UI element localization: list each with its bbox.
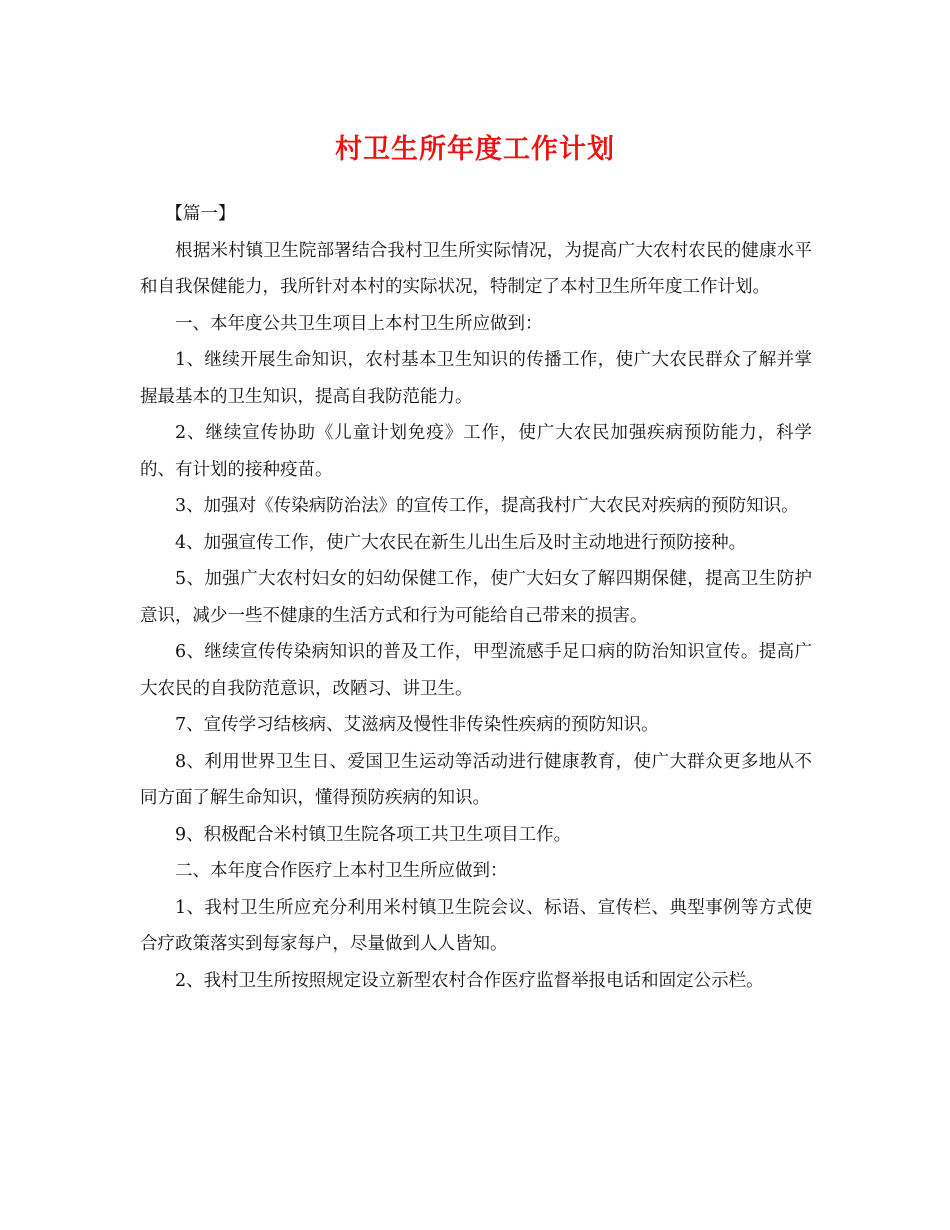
section-heading-public-health: 一、本年度公共卫生项目上本村卫生所应做到： xyxy=(175,313,543,334)
list-item: 7、宣传学习结核病、艾滋病及慢性非传染性疾病的预防知识。 xyxy=(175,715,659,735)
list-item: 4、加强宣传工作，使广大农民在新生儿出生后及时主动地进行预防接种。 xyxy=(175,532,747,553)
list-item: 8、利用世界卫生日、爱国卫生运动等活动进行健康教育，使广大群众更多地从不同方面了解生命知识，懂得预防疾病的知识。 xyxy=(140,751,812,808)
list-item: 1、继续开展生命知识，农村基本卫生知识的传播工作，使广大农民群众了解并掌握最基本的卫生知识，提高自我防范能力。 xyxy=(140,350,812,407)
list-item: 1、我村卫生所应充分利用米村镇卫生院会议、标语、宣传栏、典型事例等方式使合疗政策落实到每家每户，尽量做到人人皆知。 xyxy=(140,897,812,954)
list-item: 2、我村卫生所按照规定设立新型农村合作医疗监督举报电话和固定公示栏。 xyxy=(175,970,764,991)
list-item: 3、加强对《传染病防治法》的宣传工作，提高我村广大农民对疾病的预防知识。 xyxy=(175,496,799,516)
list-item: 5、加强广大农村妇女的妇幼保健工作，使广大妇女了解四期保健，提高卫生防护意识，减少一些不健康的生活方式和行为可能给自己带来的损害。 xyxy=(140,569,812,626)
document-body xyxy=(140,196,812,999)
list-item: 9、积极配合米村镇卫生院各项工共卫生项目工作。 xyxy=(175,824,572,845)
section-heading-cooperative-medical: 二、本年度合作医疗上本村卫生所应做到： xyxy=(175,861,508,881)
list-item: 6、继续宣传传染病知识的普及工作，甲型流感手足口病的防治知识宣传。提高广大农民的自我防范意识，改陋习、讲卫生。 xyxy=(140,642,812,699)
list-item: 2、继续宣传协助《儿童计划免疫》工作，使广大农民加强疾病预防能力，科学的、有计划的接种疫苗。 xyxy=(140,423,812,480)
document-title: 村卫生所年度工作计划 xyxy=(335,134,615,165)
intro-paragraph: 根据米村镇卫生院部署结合我村卫生所实际情况，为提高广大农村农民的健康水平和自我保健能力，我所针对本村的实际状况，特制定了本村卫生所年度工作计划。 xyxy=(140,240,812,297)
section-marker: 【篇一】 xyxy=(165,204,236,224)
